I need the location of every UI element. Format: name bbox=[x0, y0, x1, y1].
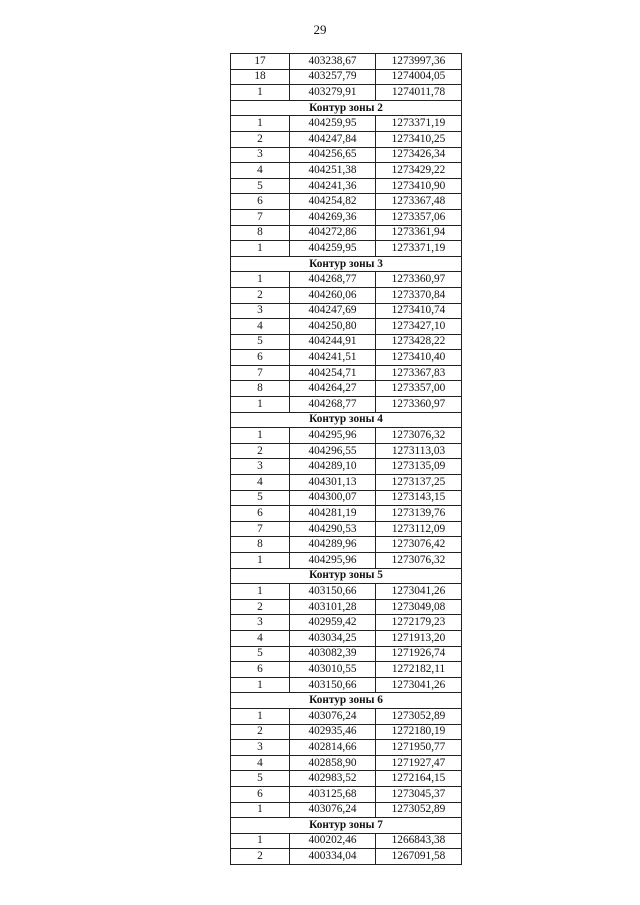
x-coordinate-cell: 402959,42 bbox=[290, 615, 376, 631]
point-number-cell: 2 bbox=[231, 724, 290, 740]
zone-header-row bbox=[231, 693, 462, 709]
zone-header: Контур зоны 2 bbox=[231, 100, 462, 116]
y-coordinate-cell: 1274011,78 bbox=[376, 85, 462, 101]
y-coordinate-cell: 1273371,19 bbox=[376, 241, 462, 257]
y-coordinate-cell: 1271927,47 bbox=[376, 755, 462, 771]
zone-header-row bbox=[231, 100, 462, 116]
zone-header: Контур зоны 6 bbox=[231, 693, 462, 709]
point-number-cell: 4 bbox=[231, 475, 290, 491]
table-row bbox=[231, 147, 462, 163]
point-number-cell: 7 bbox=[231, 521, 290, 537]
point-number-cell: 1 bbox=[231, 116, 290, 132]
table-row bbox=[231, 209, 462, 225]
x-coordinate-cell: 404281,19 bbox=[290, 506, 376, 522]
x-coordinate-cell: 404269,36 bbox=[290, 209, 376, 225]
y-coordinate-cell: 1273410,74 bbox=[376, 303, 462, 319]
table-row bbox=[231, 69, 462, 85]
x-coordinate-cell: 402935,46 bbox=[290, 724, 376, 740]
y-coordinate-cell: 1273427,10 bbox=[376, 319, 462, 335]
table-row bbox=[231, 630, 462, 646]
y-coordinate-cell: 1266843,38 bbox=[376, 833, 462, 849]
table-row bbox=[231, 553, 462, 569]
y-coordinate-cell: 1273049,08 bbox=[376, 599, 462, 615]
table-row bbox=[231, 537, 462, 553]
x-coordinate-cell: 403076,24 bbox=[290, 802, 376, 818]
x-coordinate-cell: 404259,95 bbox=[290, 241, 376, 257]
table-row bbox=[231, 194, 462, 210]
y-coordinate-cell: 1273112,09 bbox=[376, 521, 462, 537]
x-coordinate-cell: 402814,66 bbox=[290, 740, 376, 756]
table-row bbox=[231, 397, 462, 413]
zone-header-row bbox=[231, 412, 462, 428]
table-row bbox=[231, 287, 462, 303]
x-coordinate-cell: 404289,96 bbox=[290, 537, 376, 553]
point-number-cell: 8 bbox=[231, 225, 290, 241]
table-row bbox=[231, 740, 462, 756]
x-coordinate-cell: 404241,51 bbox=[290, 350, 376, 366]
y-coordinate-cell: 1273997,36 bbox=[376, 54, 462, 70]
table-row bbox=[231, 521, 462, 537]
y-coordinate-cell: 1273357,00 bbox=[376, 381, 462, 397]
x-coordinate-cell: 402858,90 bbox=[290, 755, 376, 771]
y-coordinate-cell: 1271913,20 bbox=[376, 630, 462, 646]
point-number-cell: 2 bbox=[231, 287, 290, 303]
table-row bbox=[231, 584, 462, 600]
y-coordinate-cell: 1273410,90 bbox=[376, 178, 462, 194]
table-row bbox=[231, 334, 462, 350]
x-coordinate-cell: 403076,24 bbox=[290, 708, 376, 724]
point-number-cell: 6 bbox=[231, 194, 290, 210]
coordinates-table-body bbox=[231, 54, 462, 865]
point-number-cell: 8 bbox=[231, 537, 290, 553]
x-coordinate-cell: 400334,04 bbox=[290, 849, 376, 865]
table-row bbox=[231, 225, 462, 241]
point-number-cell: 1 bbox=[231, 833, 290, 849]
y-coordinate-cell: 1273139,76 bbox=[376, 506, 462, 522]
point-number-cell: 1 bbox=[231, 802, 290, 818]
y-coordinate-cell: 1273360,97 bbox=[376, 272, 462, 288]
table-row bbox=[231, 490, 462, 506]
point-number-cell: 1 bbox=[231, 241, 290, 257]
point-number-cell: 5 bbox=[231, 646, 290, 662]
y-coordinate-cell: 1273360,97 bbox=[376, 397, 462, 413]
y-coordinate-cell: 1273045,37 bbox=[376, 786, 462, 802]
table-row bbox=[231, 319, 462, 335]
table-row bbox=[231, 459, 462, 475]
x-coordinate-cell: 404260,06 bbox=[290, 287, 376, 303]
x-coordinate-cell: 404254,71 bbox=[290, 365, 376, 381]
point-number-cell: 1 bbox=[231, 584, 290, 600]
table-row bbox=[231, 163, 462, 179]
point-number-cell: 4 bbox=[231, 755, 290, 771]
table-row bbox=[231, 771, 462, 787]
table-row bbox=[231, 786, 462, 802]
y-coordinate-cell: 1272164,15 bbox=[376, 771, 462, 787]
y-coordinate-cell: 1273367,48 bbox=[376, 194, 462, 210]
point-number-cell: 4 bbox=[231, 163, 290, 179]
point-number-cell: 1 bbox=[231, 428, 290, 444]
point-number-cell: 2 bbox=[231, 131, 290, 147]
point-number-cell: 2 bbox=[231, 599, 290, 615]
x-coordinate-cell: 404256,65 bbox=[290, 147, 376, 163]
x-coordinate-cell: 404268,77 bbox=[290, 397, 376, 413]
table-row bbox=[231, 599, 462, 615]
table-row bbox=[231, 350, 462, 366]
y-coordinate-cell: 1273361,94 bbox=[376, 225, 462, 241]
point-number-cell: 1 bbox=[231, 85, 290, 101]
y-coordinate-cell: 1273367,83 bbox=[376, 365, 462, 381]
y-coordinate-cell: 1271926,74 bbox=[376, 646, 462, 662]
x-coordinate-cell: 403082,39 bbox=[290, 646, 376, 662]
table-row bbox=[231, 381, 462, 397]
x-coordinate-cell: 404241,36 bbox=[290, 178, 376, 194]
table-row bbox=[231, 755, 462, 771]
point-number-cell: 7 bbox=[231, 365, 290, 381]
point-number-cell: 3 bbox=[231, 459, 290, 475]
x-coordinate-cell: 404247,69 bbox=[290, 303, 376, 319]
zone-header: Контур зоны 4 bbox=[231, 412, 462, 428]
point-number-cell: 3 bbox=[231, 615, 290, 631]
point-number-cell: 7 bbox=[231, 209, 290, 225]
x-coordinate-cell: 404264,27 bbox=[290, 381, 376, 397]
coordinates-table bbox=[230, 53, 462, 865]
x-coordinate-cell: 404296,55 bbox=[290, 443, 376, 459]
table-row bbox=[231, 428, 462, 444]
x-coordinate-cell: 400202,46 bbox=[290, 833, 376, 849]
y-coordinate-cell: 1273135,09 bbox=[376, 459, 462, 475]
y-coordinate-cell: 1273076,32 bbox=[376, 553, 462, 569]
y-coordinate-cell: 1273041,26 bbox=[376, 584, 462, 600]
point-number-cell: 5 bbox=[231, 334, 290, 350]
zone-header: Контур зоны 5 bbox=[231, 568, 462, 584]
table-row bbox=[231, 849, 462, 865]
x-coordinate-cell: 403279,91 bbox=[290, 85, 376, 101]
point-number-cell: 1 bbox=[231, 708, 290, 724]
table-row bbox=[231, 475, 462, 491]
point-number-cell: 5 bbox=[231, 490, 290, 506]
y-coordinate-cell: 1272180,19 bbox=[376, 724, 462, 740]
x-coordinate-cell: 403238,67 bbox=[290, 54, 376, 70]
table-row bbox=[231, 708, 462, 724]
point-number-cell: 6 bbox=[231, 786, 290, 802]
table-row bbox=[231, 178, 462, 194]
table-row bbox=[231, 85, 462, 101]
table-row bbox=[231, 802, 462, 818]
table-row bbox=[231, 54, 462, 70]
y-coordinate-cell: 1273429,22 bbox=[376, 163, 462, 179]
y-coordinate-cell: 1273428,22 bbox=[376, 334, 462, 350]
y-coordinate-cell: 1273052,89 bbox=[376, 802, 462, 818]
y-coordinate-cell: 1273137,25 bbox=[376, 475, 462, 491]
y-coordinate-cell: 1271950,77 bbox=[376, 740, 462, 756]
y-coordinate-cell: 1272182,11 bbox=[376, 662, 462, 678]
zone-header-row bbox=[231, 818, 462, 834]
table-row bbox=[231, 833, 462, 849]
table-row bbox=[231, 131, 462, 147]
point-number-cell: 1 bbox=[231, 553, 290, 569]
y-coordinate-cell: 1273113,03 bbox=[376, 443, 462, 459]
x-coordinate-cell: 403125,68 bbox=[290, 786, 376, 802]
y-coordinate-cell: 1273426,34 bbox=[376, 147, 462, 163]
table-row bbox=[231, 241, 462, 257]
x-coordinate-cell: 403101,28 bbox=[290, 599, 376, 615]
x-coordinate-cell: 403150,66 bbox=[290, 584, 376, 600]
point-number-cell: 5 bbox=[231, 771, 290, 787]
zone-header-row bbox=[231, 568, 462, 584]
y-coordinate-cell: 1272179,23 bbox=[376, 615, 462, 631]
y-coordinate-cell: 1267091,58 bbox=[376, 849, 462, 865]
y-coordinate-cell: 1273410,40 bbox=[376, 350, 462, 366]
x-coordinate-cell: 404254,82 bbox=[290, 194, 376, 210]
table-row bbox=[231, 677, 462, 693]
table-row bbox=[231, 724, 462, 740]
y-coordinate-cell: 1273041,26 bbox=[376, 677, 462, 693]
table-row bbox=[231, 303, 462, 319]
y-coordinate-cell: 1274004,05 bbox=[376, 69, 462, 85]
table-row bbox=[231, 443, 462, 459]
point-number-cell: 1 bbox=[231, 397, 290, 413]
x-coordinate-cell: 404272,86 bbox=[290, 225, 376, 241]
point-number-cell: 1 bbox=[231, 677, 290, 693]
x-coordinate-cell: 404295,96 bbox=[290, 553, 376, 569]
point-number-cell: 5 bbox=[231, 178, 290, 194]
x-coordinate-cell: 404290,53 bbox=[290, 521, 376, 537]
x-coordinate-cell: 404300,07 bbox=[290, 490, 376, 506]
x-coordinate-cell: 404289,10 bbox=[290, 459, 376, 475]
zone-header: Контур зоны 7 bbox=[231, 818, 462, 834]
y-coordinate-cell: 1273076,32 bbox=[376, 428, 462, 444]
table-row bbox=[231, 615, 462, 631]
x-coordinate-cell: 404250,80 bbox=[290, 319, 376, 335]
table-row bbox=[231, 272, 462, 288]
y-coordinate-cell: 1273357,06 bbox=[376, 209, 462, 225]
table-row bbox=[231, 116, 462, 132]
point-number-cell: 17 bbox=[231, 54, 290, 70]
x-coordinate-cell: 404259,95 bbox=[290, 116, 376, 132]
point-number-cell: 6 bbox=[231, 662, 290, 678]
point-number-cell: 2 bbox=[231, 443, 290, 459]
x-coordinate-cell: 404301,13 bbox=[290, 475, 376, 491]
table-row bbox=[231, 506, 462, 522]
y-coordinate-cell: 1273410,25 bbox=[376, 131, 462, 147]
x-coordinate-cell: 403257,79 bbox=[290, 69, 376, 85]
page-number: 29 bbox=[313, 22, 327, 37]
point-number-cell: 4 bbox=[231, 319, 290, 335]
point-number-cell: 3 bbox=[231, 303, 290, 319]
point-number-cell: 8 bbox=[231, 381, 290, 397]
y-coordinate-cell: 1273076,42 bbox=[376, 537, 462, 553]
x-coordinate-cell: 404268,77 bbox=[290, 272, 376, 288]
y-coordinate-cell: 1273371,19 bbox=[376, 116, 462, 132]
point-number-cell: 4 bbox=[231, 630, 290, 646]
y-coordinate-cell: 1273370,84 bbox=[376, 287, 462, 303]
x-coordinate-cell: 404247,84 bbox=[290, 131, 376, 147]
point-number-cell: 1 bbox=[231, 272, 290, 288]
zone-header: Контур зоны 3 bbox=[231, 256, 462, 272]
table-row bbox=[231, 662, 462, 678]
y-coordinate-cell: 1273052,89 bbox=[376, 708, 462, 724]
x-coordinate-cell: 403034,25 bbox=[290, 630, 376, 646]
table-row bbox=[231, 365, 462, 381]
point-number-cell: 3 bbox=[231, 147, 290, 163]
point-number-cell: 3 bbox=[231, 740, 290, 756]
x-coordinate-cell: 404244,91 bbox=[290, 334, 376, 350]
x-coordinate-cell: 404251,38 bbox=[290, 163, 376, 179]
x-coordinate-cell: 403150,66 bbox=[290, 677, 376, 693]
x-coordinate-cell: 403010,55 bbox=[290, 662, 376, 678]
zone-header-row bbox=[231, 256, 462, 272]
x-coordinate-cell: 404295,96 bbox=[290, 428, 376, 444]
point-number-cell: 6 bbox=[231, 506, 290, 522]
y-coordinate-cell: 1273143,15 bbox=[376, 490, 462, 506]
point-number-cell: 2 bbox=[231, 849, 290, 865]
table-row bbox=[231, 646, 462, 662]
x-coordinate-cell: 402983,52 bbox=[290, 771, 376, 787]
point-number-cell: 6 bbox=[231, 350, 290, 366]
point-number-cell: 18 bbox=[231, 69, 290, 85]
